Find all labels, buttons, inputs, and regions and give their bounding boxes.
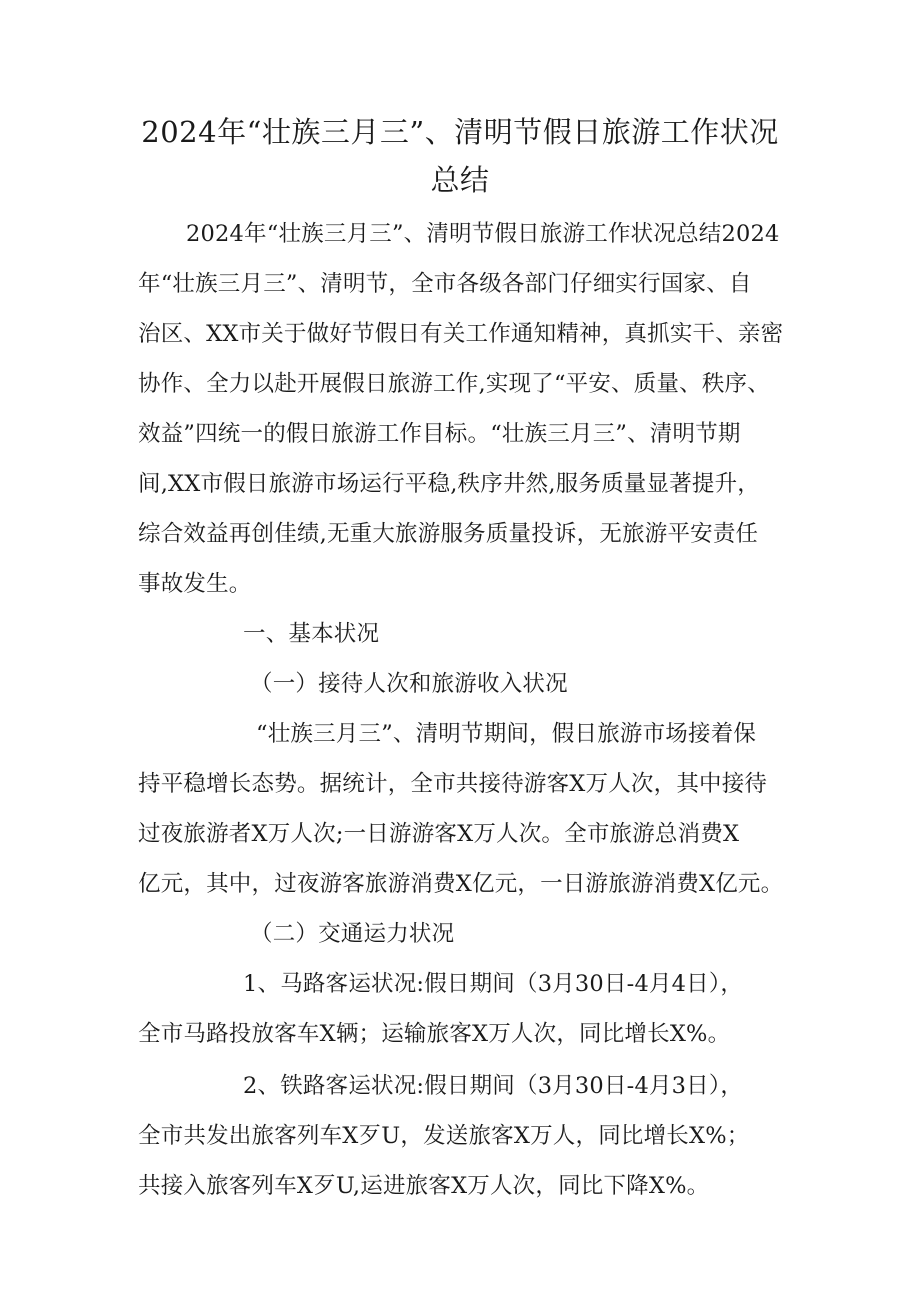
road-transport-line: 1、马路客运状况:假日期间（3月30日-4月4日）， — [243, 971, 744, 997]
document-title-line-2: 总结 — [430, 163, 490, 197]
intro-line: 综合效益再创佳绩,无重大旅游服务质量投诉，无旅游平安责任 — [138, 521, 759, 547]
intro-line: 效益”四统一的假日旅游工作目标。“壮族三月三”、清明节期 — [138, 421, 741, 447]
subsection-1-heading: （一）接待人次和旅游收入状况 — [250, 671, 568, 697]
road-transport-line: 全市马路投放客车X辆；运输旅客X万人次，同比增长X%。 — [138, 1021, 731, 1047]
rail-transport-line: 全市共发出旅客列车X歹U，发送旅客X万人，同比增长X%； — [138, 1123, 750, 1149]
intro-line: 协作、全力以赴开展假日旅游工作,实现了“平安、质量、秩序、 — [138, 371, 770, 397]
intro-line: 事故发生。 — [138, 571, 252, 597]
subsection-1-line: “壮族三月三”、清明节期间，假日旅游市场接着保 — [256, 721, 757, 747]
intro-line: 年“壮族三月三”、清明节，全市各级各部门仔细实行国家、自 — [138, 271, 752, 297]
section-1-heading: 一、基本状况 — [243, 621, 380, 647]
subsection-1-line: 亿元，其中，过夜游客旅游消费X亿元，一日游旅游消费X亿元。 — [138, 871, 784, 897]
intro-line: 2024年“壮族三月三”、清明节假日旅游工作状况总结2024 — [186, 221, 780, 247]
subsection-1-line: 持平稳增长态势。据统计，全市共接待游客X万人次，其中接待 — [138, 771, 768, 797]
subsection-1-line: 过夜旅游者X万人次;一日游游客X万人次。全市旅游总消费X — [138, 821, 740, 847]
rail-transport-line: 2、铁路客运状况:假日期间（3月30日-4月3日）， — [243, 1073, 744, 1099]
intro-line: 治区、XX市关于做好节假日有关工作通知精神，真抓实干、亲密 — [138, 321, 784, 347]
intro-line: 间,XX市假日旅游市场运行平稳,秩序井然,服务质量显著提升， — [138, 471, 760, 497]
subsection-2-heading: （二）交通运力状况 — [250, 921, 455, 947]
document-title-line-1: 2024年“壮族三月三”、清明节假日旅游工作状况 — [141, 115, 779, 149]
rail-transport-line: 共接入旅客列车X歹U,运进旅客X万人次，同比下降X%。 — [138, 1173, 710, 1199]
